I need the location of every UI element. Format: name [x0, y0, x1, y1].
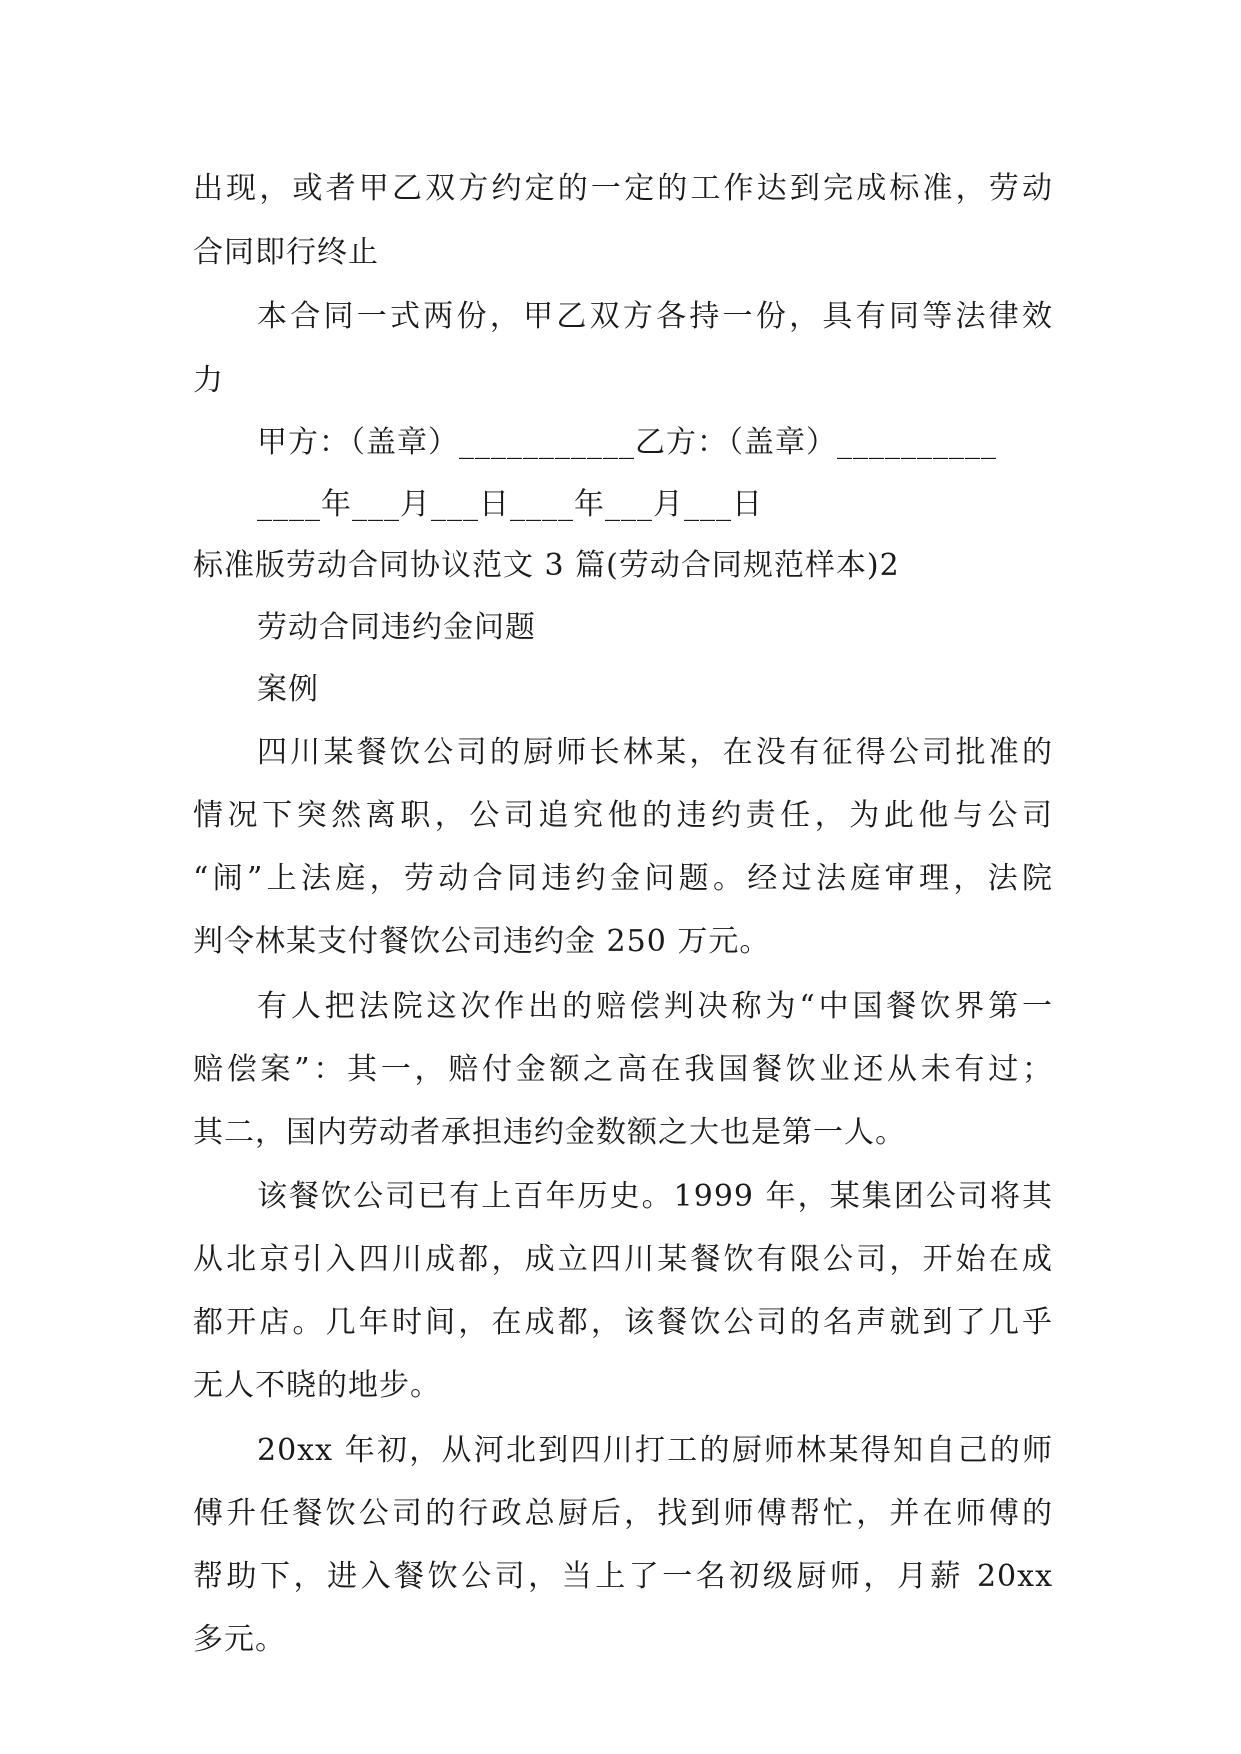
paragraph-line: 帮助下，进入餐饮公司，当上了一名初级厨师，月薪 20xx — [193, 1559, 1053, 1594]
section-title: 标准版劳动合同协议范文 3 篇(劳动合同规范样本)2 — [193, 548, 900, 583]
subheading: 案例 — [257, 672, 319, 707]
date-line: ____年___月___日____年___月___日 — [257, 487, 763, 522]
paragraph-line: 本合同一式两份，甲乙双方各持一份，具有同等法律效 — [257, 299, 1053, 334]
paragraph-line: “闹”上法庭，劳动合同违约金问题。经过法庭审理，法院 — [193, 861, 1053, 896]
paragraph-line: 力 — [193, 363, 224, 398]
paragraph-line: 四川某餐饮公司的厨师长林某，在没有征得公司批准的 — [257, 735, 1053, 770]
paragraph-line: 合同即行终止 — [193, 235, 379, 270]
paragraph-line: 判令林某支付餐饮公司违约金 250 万元。 — [193, 924, 771, 959]
paragraph-line: 情况下突然离职，公司追究他的违约责任，为此他与公司 — [193, 798, 1053, 833]
subheading: 劳动合同违约金问题 — [257, 610, 536, 645]
paragraph-line: 有人把法院这次作出的赔偿判决称为“中国餐饮界第一 — [257, 989, 1053, 1024]
signature-line: 甲方：（盖章）___________乙方：（盖章）__________ — [257, 425, 997, 460]
paragraph-line: 傅升任餐饮公司的行政总厨后，找到师傅帮忙，并在师傅的 — [193, 1496, 1053, 1531]
paragraph-line: 其二，国内劳动者承担违约金数额之大也是第一人。 — [193, 1115, 906, 1150]
paragraph-line: 赔偿案”：其一，赔付金额之高在我国餐饮业还从未有过； — [193, 1052, 1053, 1087]
paragraph-line: 都开店。几年时间，在成都，该餐饮公司的名声就到了几乎 — [193, 1305, 1053, 1340]
paragraph-line: 出现，或者甲乙双方约定的一定的工作达到完成标准，劳动 — [193, 171, 1053, 206]
paragraph-line: 从北京引入四川成都，成立四川某餐饮有限公司，开始在成 — [193, 1242, 1053, 1277]
paragraph-line: 该餐饮公司已有上百年历史。1999 年，某集团公司将其 — [257, 1179, 1053, 1214]
paragraph-line: 多元。 — [193, 1622, 286, 1657]
paragraph-line: 20xx 年初，从河北到四川打工的厨师林某得知自己的师 — [257, 1433, 1053, 1468]
paragraph-line: 无人不晓的地步。 — [193, 1368, 441, 1403]
